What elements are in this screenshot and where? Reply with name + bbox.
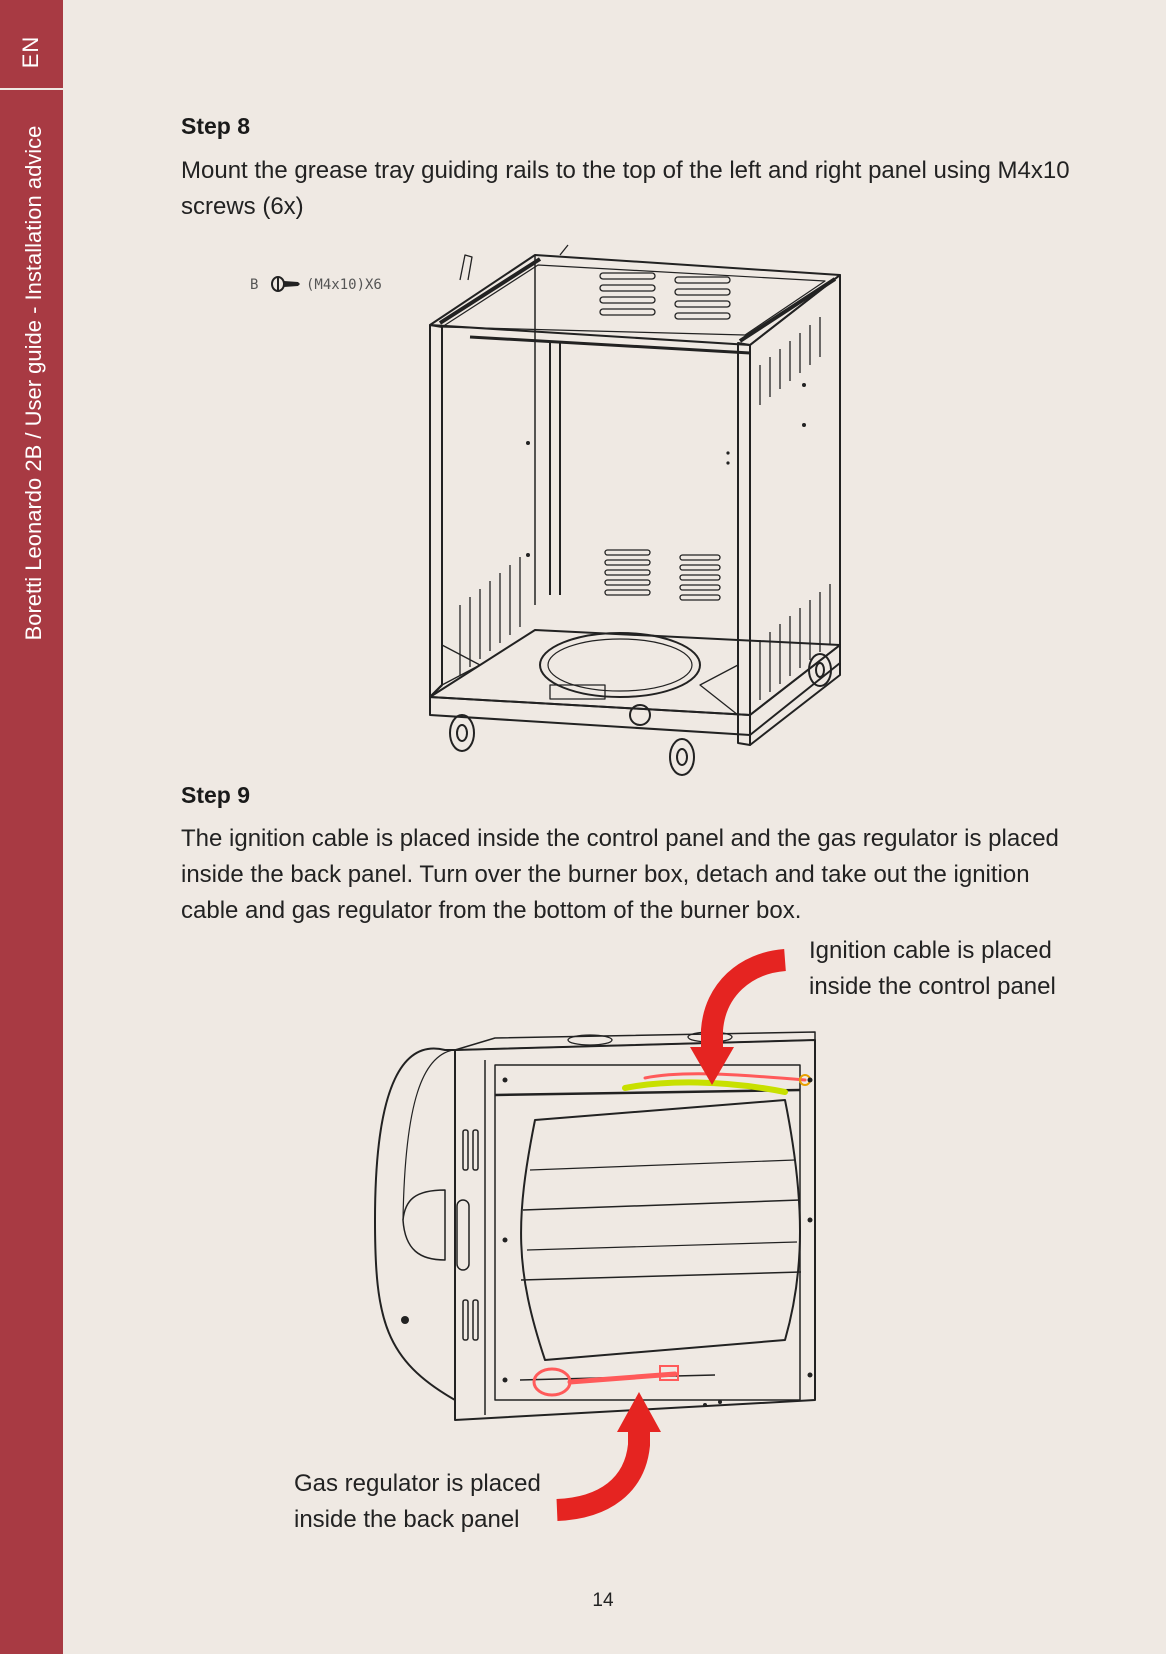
- cabinet-frame-drawing: [420, 245, 860, 785]
- language-tab: [0, 0, 63, 90]
- sidebar: [0, 0, 63, 1654]
- step9-description: The ignition cable is placed inside the control panel and the gas regulator is placed inside the back panel. Turn over the burner box, detach and take out the ignition cable and gas regulator from the bottom of the burner box.: [181, 825, 1059, 924]
- step8-description: Mount the grease tray guiding rails to the top of the left and right panel using M4x10 screws (6x): [181, 157, 1070, 220]
- regulator-arrow-icon: [555, 1390, 665, 1520]
- part-letter: B: [250, 277, 259, 293]
- ignition-arrow-icon: [690, 955, 790, 1090]
- gas-regulator-callout: Gas regulator is placed inside the back panel: [294, 1470, 541, 1533]
- document-title: Boretti Leonardo 2B / User guide - Installation advice: [21, 125, 46, 641]
- ignition-cable-callout: Ignition cable is placed inside the control panel: [809, 937, 1056, 1000]
- part-spec: (M4x10)X6: [306, 277, 382, 293]
- language-label: EN: [18, 35, 43, 69]
- screw-part-label: [250, 272, 380, 296]
- step9-heading: Step 9: [181, 782, 251, 808]
- step8-heading: Step 8: [181, 113, 251, 139]
- page-number: 14: [592, 1590, 614, 1611]
- screw-icon: [272, 277, 300, 291]
